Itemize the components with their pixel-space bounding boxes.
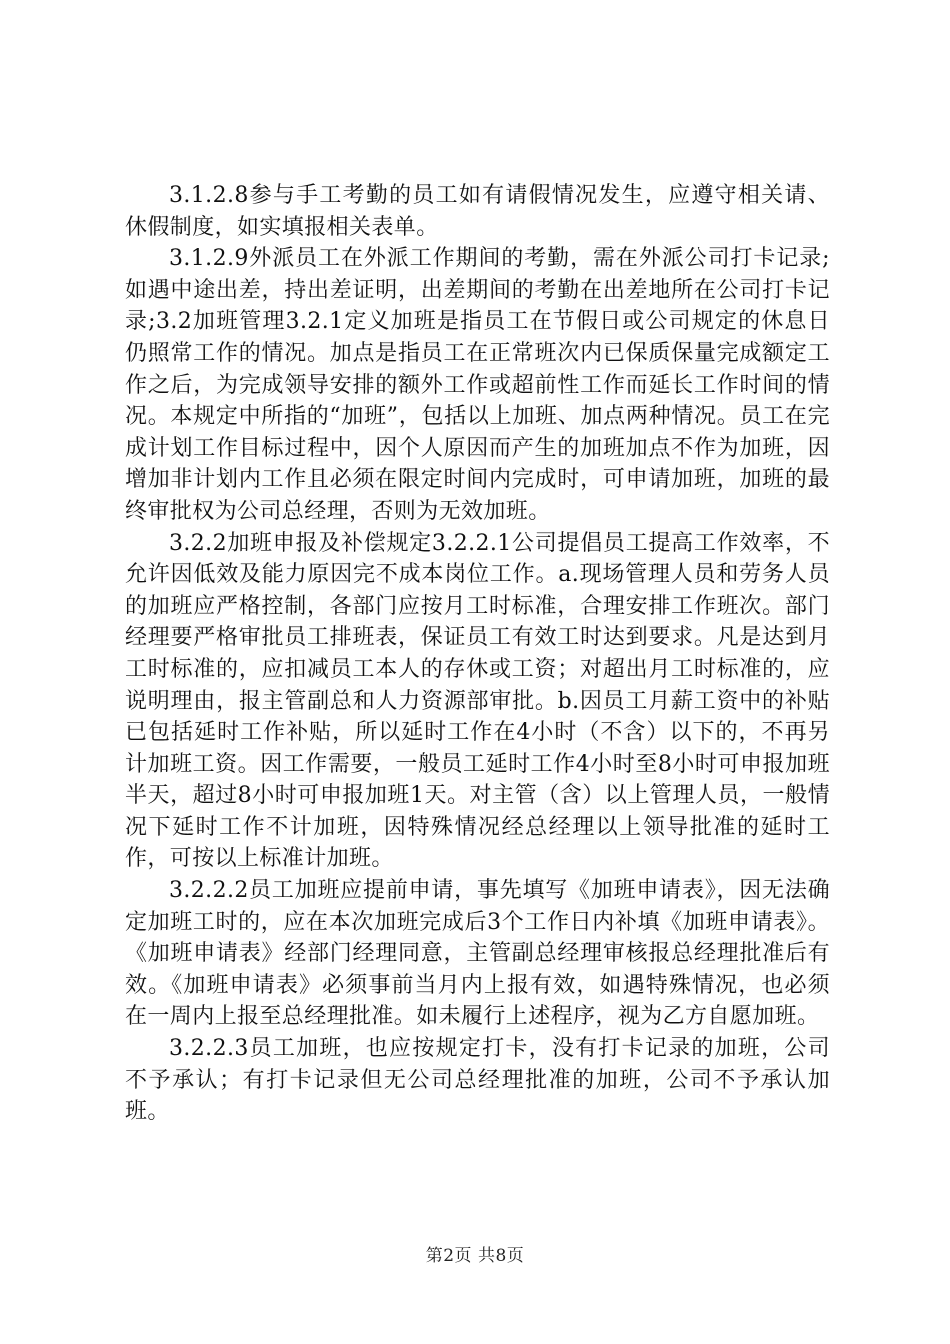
document-body xyxy=(125,180,830,1128)
paragraph-3-1-2-8: 3.1.2.8参与手工考勤的员工如有请假情况发生，应遵守相关请、休假制度，如实填报相关表单。 xyxy=(125,183,830,240)
paragraph-3-2-2-2: 3.2.2.2员工加班应提前申请，事先填写《加班申请表》，因无法确定加班工时的，应在本次加班完成后3个工作日内补填《加班申请表》。《加班申请表》经部门经理同意，主管副总经理审核报总经理批准后有效。《加班申请表》必须事前当月内上报有效，如遇特殊情况，也必须在一周内上报至总经理批准。如未履行上述程序，视为乙方自愿加班。 xyxy=(125,878,830,1030)
paragraph-3-1-2-9: 3.1.2.9外派员工在外派工作期间的考勤，需在外派公司打卡记录;如遇中途出差，持出差证明，出差期间的考勤在出差地所在公司打卡记录;3.2加班管理3.2.1定义加班是指员工在节假日或公司规定的休息日仍照常工作的情况。加点是指员工在正常班次内已保质保量完成额定工作之后，为完成领导安排的额外工作或超前性工作而延长工作时间的情况。本规定中所指的“加班”，包括以上加班、加点两种情况。员工在完成计划工作目标过程中，因个人原因而产生的加班加点不作为加班，因增加非计划内工作且必须在限定时间内完成时，可申请加班，加班的最终审批权为公司总经理，否则为无效加班。 xyxy=(125,246,830,524)
paragraph-3-2-2-3: 3.2.2.3员工加班，也应按规定打卡，没有打卡记录的加班，公司不予承认；有打卡记录但无公司总经理批准的加班，公司不予承认加班。 xyxy=(125,1036,830,1125)
paragraph-3-2-2: 3.2.2加班申报及补偿规定3.2.2.1公司提倡员工提高工作效率，不允许因低效及能力原因完不成本岗位工作。a.现场管理人员和劳务人员的加班应严格控制，各部门应按月工时标准，合理安排工作班次。部门经理要严格审批员工排班表，保证员工有效工时达到要求。凡是达到月工时标准的，应扣减员工本人的存休或工资；对超出月工时标准的，应说明理由，报主管副总和人力资源部审批。b.因员工月薪工资中的补贴已包括延时工作补贴，所以延时工作在4小时（不含）以下的，不再另计加班工资。因工作需要，一般员工延时工作4小时至8小时可申报加班半天，超过8小时可申报加班1天。对主管（含）以上管理人员，一般情况下延时工作不计加班，因特殊情况经总经理以上领导批准的延时工作，可按以上标准计加班。 xyxy=(125,530,830,872)
page-number-footer: 第2页 共8页 xyxy=(425,1246,525,1266)
